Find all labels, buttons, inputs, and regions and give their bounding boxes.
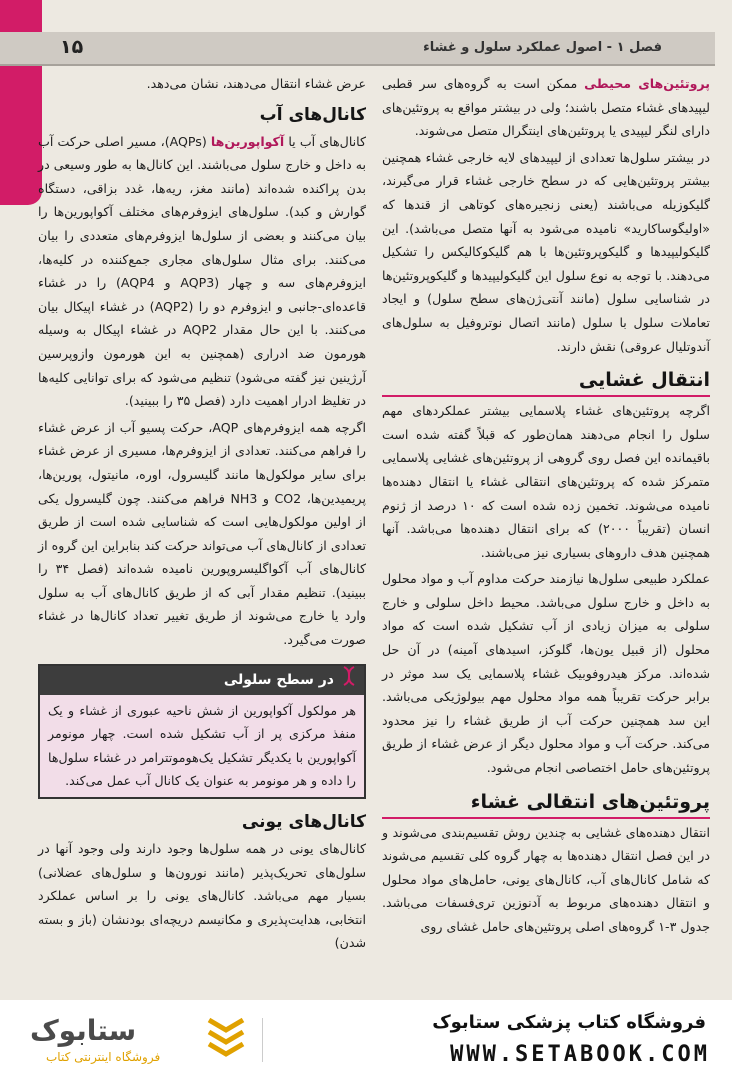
logo-name: ستابوک: [30, 1014, 137, 1047]
left-column: [38, 72, 366, 958]
store-url[interactable]: WWW.SETABOOK.COM: [450, 1042, 710, 1067]
term-peripheral-proteins: پروتئین‌های محیطی: [584, 76, 710, 91]
store-name: فروشگاه کتاب پزشکی ستابوک: [432, 1012, 706, 1033]
paragraph-transporters: اگرچه پروتئین‌های غشاء پلاسمایی بیشتر عملکردهای مهم سلول را انجام می‌دهند همان‌طور که قبلاً گفته شده است باقیمانده این فصل روی گروهی از پروتئین‌های غشایی پلاسمایی متمرکز شده که پروتئین‌های انتقالی غشاء یا انتقال دهنده‌ها نامیده می‌شوند. تخمین زده شده است که ۱۰ درصد از ژنوم انسان (تقریباً ۲۰۰۰) که برای انتقال دهنده‌ها می‌باشد. آنها همچنین هدف داروهای بسیاری نیز می‌باشند.: [382, 403, 710, 560]
chapter-tab: [0, 0, 42, 205]
term-aquaporins: آکواپورین‌ها: [210, 133, 285, 149]
setabook-logo-icon: [205, 1014, 247, 1066]
heading-ion-channels: کانال‌های یونی: [241, 812, 366, 833]
paragraph-ion-channels: کانال‌های یونی در همه سلول‌ها وجود دارند ولی وجود آنها در سلول‌های تحریک‌پذیر (مانند نورون‌ها و سلول‌های عضلانی) بسیار مهم می‌باشد. کانال‌های یونی را بر اساس عملکرد انتخابی، هدایت‌پذیری و مکانیسم دریچه‌ای بودنشان (باز و بسته شدن): [38, 841, 366, 951]
right-column: [382, 72, 710, 942]
heading-membrane-transport: انتقال غشایی: [382, 366, 710, 397]
paragraph-glycocalyx: در بیشتر سلول‌ها تعدادی از لیپیدهای لایه خارجی غشاء همچنین بیشتر پروتئین‌هایی که در سطح خارجی غشاء قرار می‌گیرند، گلیکوزیله می‌باشند (یعنی زنجیره‌های کوتاهی از قندها که «اولیگوساکارید» نامیده می‌شود به آنها متصل می‌باشد). این گلیکولیپیدها و گلیکوپروتئین‌ها با هم گلیکوکالیکس را تشکیل می‌دهند. با توجه به نوع سلول این گلیکولیپیدها و گلیکوپروتئین‌ها در شناسایی سلول (مانند آنتی‌ژن‌های سطح سلول) و ایجاد تعاملات سلول با سلول (مانند اتصال نوتروفیل به سلول‌های آندوتلیال عروقی) نقش دارند.: [382, 149, 710, 354]
running-head: فصل ۱ - اصول عملکرد سلول و غشاء: [423, 40, 662, 55]
setabook-logo: [30, 1014, 200, 1070]
store-footer: [0, 1000, 732, 1080]
heading-transport-proteins: پروتئین‌های انتقالی غشاء: [382, 788, 710, 819]
heading-water-channels: کانال‌های آب: [259, 104, 366, 125]
box-header: [40, 666, 364, 695]
logo-divider: [262, 1018, 263, 1062]
paragraph-aqp-isoforms: اگرچه همه ایزوفرم‌های AQP، حرکت پسیو آب از عرض غشاء را فراهم می‌کنند. تعدادی از ایزوفرم‌ها، مسیری از عرض غشاء برای سایر مولکول‌ها مانند گلیسرول، اوره، مانیتول، پورین‌ها، پریمیدین‌ها، CO2 و NH3 فراهم می‌کنند. چون گلیسرول یکی از اولین مولکول‌هایی است که شناسایی شده است از طریق تعدادی از کانال‌های آب می‌تواند حرکت کند بنابراین این گروه از کانال‌های آب آکواگلیسروپورین نامیده شده‌اند (فصل ۳۴ را ببینید). تنظیم مقدار آبی که از طریق کانال‌های آب به سلول وارد یا خارج می‌شوند از طریق تغییر تعداد کانال‌ها در غشاء صورت می‌گیرد.: [38, 419, 366, 648]
paragraph-text: کانال‌های آب یا: [284, 133, 366, 149]
cellular-level-box: [38, 664, 366, 799]
logo-subtitle: فروشگاه اینترنتی کتاب: [46, 1050, 161, 1064]
box-body: هر مولکول آکواپورین از شش ناحیه عبوری از غشاء و یک منفذ مرکزی پر از آب تشکیل شده است. چهار مونومر آکواپورین با یکدیگر تشکیل یک‌هوموتترامر در غشاء سلول‌ها را داده و هر مونومر به عنوان یک کانال آب عمل می‌کند.: [40, 695, 364, 797]
paragraph-water-movement: عملکرد طبیعی سلول‌ها نیازمند حرکت مداوم آب و مواد محلول به داخل و خارج سلول می‌باشد. محیط داخل سلولی و خارج سلولی به میزان زیادی از آب تشکیل شده است که مواد محلول (از قبیل یون‌ها، گلوکز، اسیدهای آمینه) در آن حل شده‌اند. مرکز هیدروفوبیک غشاء پلاسمایی یک سد موثر در برابر حرکت تقریباً همه مواد محلول مهم بیولوژیکی می‌باشد. این سد همچنین حرکت آب از طریق غشاء را نیز محدود می‌کند. حرکت آب و مواد محلول دیگر از عرض غشاء از طریق پروتئین‌های حامل اختصاصی انجام می‌شود.: [382, 571, 710, 776]
paragraph-text: (AQPs)، مسیر اصلی حرکت آب به داخل و خارج سلول می‌باشند. این کانال‌ها به طور وسیعی در بدن پراکنده شده‌اند (مانند مغز، ریه‌ها، غدد بزاقی، دستگاه گوارش و کبد). سلول‌های ایزوفرم‌های مختلف آکواپورین‌ها را بیان می‌کنند و بعضی از سلول‌ها ایزوفرم‌های متعددی را بیان می‌کنند. برای مثال سلول‌های مجاری جمع‌کننده در کلیه‌ها، ایزوفرم‌های سه و چهار (AQP3 و AQP4) را در غشاء قاعده‌ای-جانبی و ایزوفرم دو را (AQP2) در غشاء اپیکال بیان می‌کنند. با این حال مقدار AQP2 در غشاء اپیکال به وسیله هورمون ضد ادراری (همچنین به این هورمون وازوپرسین آرژینین نیز گفته می‌شود) تنظیم می‌شود که برای توانایی کلیه‌ها در تغلیظ ادرار اهمیت دارد (فصل ۳۵ را ببینید).: [38, 133, 366, 409]
box-title: در سطح سلولی: [223, 672, 334, 689]
paragraph-text: ممکن است به گروه‌های سر قطبی لیپیدهای غشاء متصل باشند؛ ولی در بیشتر مواقع به پروتئین‌های دارای لنگر لیپیدی یا پروتئین‌های اینتگرال متصل می‌شوند.: [382, 76, 710, 139]
paragraph-classification: انتقال دهنده‌های غشایی به چندین روش تقسیم‌بندی می‌شوند و در این فصل انتقال دهنده‌ها به چهار گروه کلی تقسیم می‌شوند که شامل کانال‌های آب، کانال‌های یونی، حامل‌های مواد محلول و انتقال دهنده‌های مربوط به آدنوزین تری‌فسفات می‌باشد. جدول ۳-۱ گروه‌های اصلی پروتئین‌های حامل غشای روی: [382, 824, 710, 934]
dna-icon: [342, 666, 356, 695]
paragraph-continuation: عرض غشاء انتقال می‌دهند، نشان می‌دهد.: [146, 76, 366, 91]
paragraph-peripheral-proteins: [382, 72, 710, 143]
page-number: ۱۵: [60, 36, 84, 58]
paragraph-aquaporins: [38, 130, 366, 413]
